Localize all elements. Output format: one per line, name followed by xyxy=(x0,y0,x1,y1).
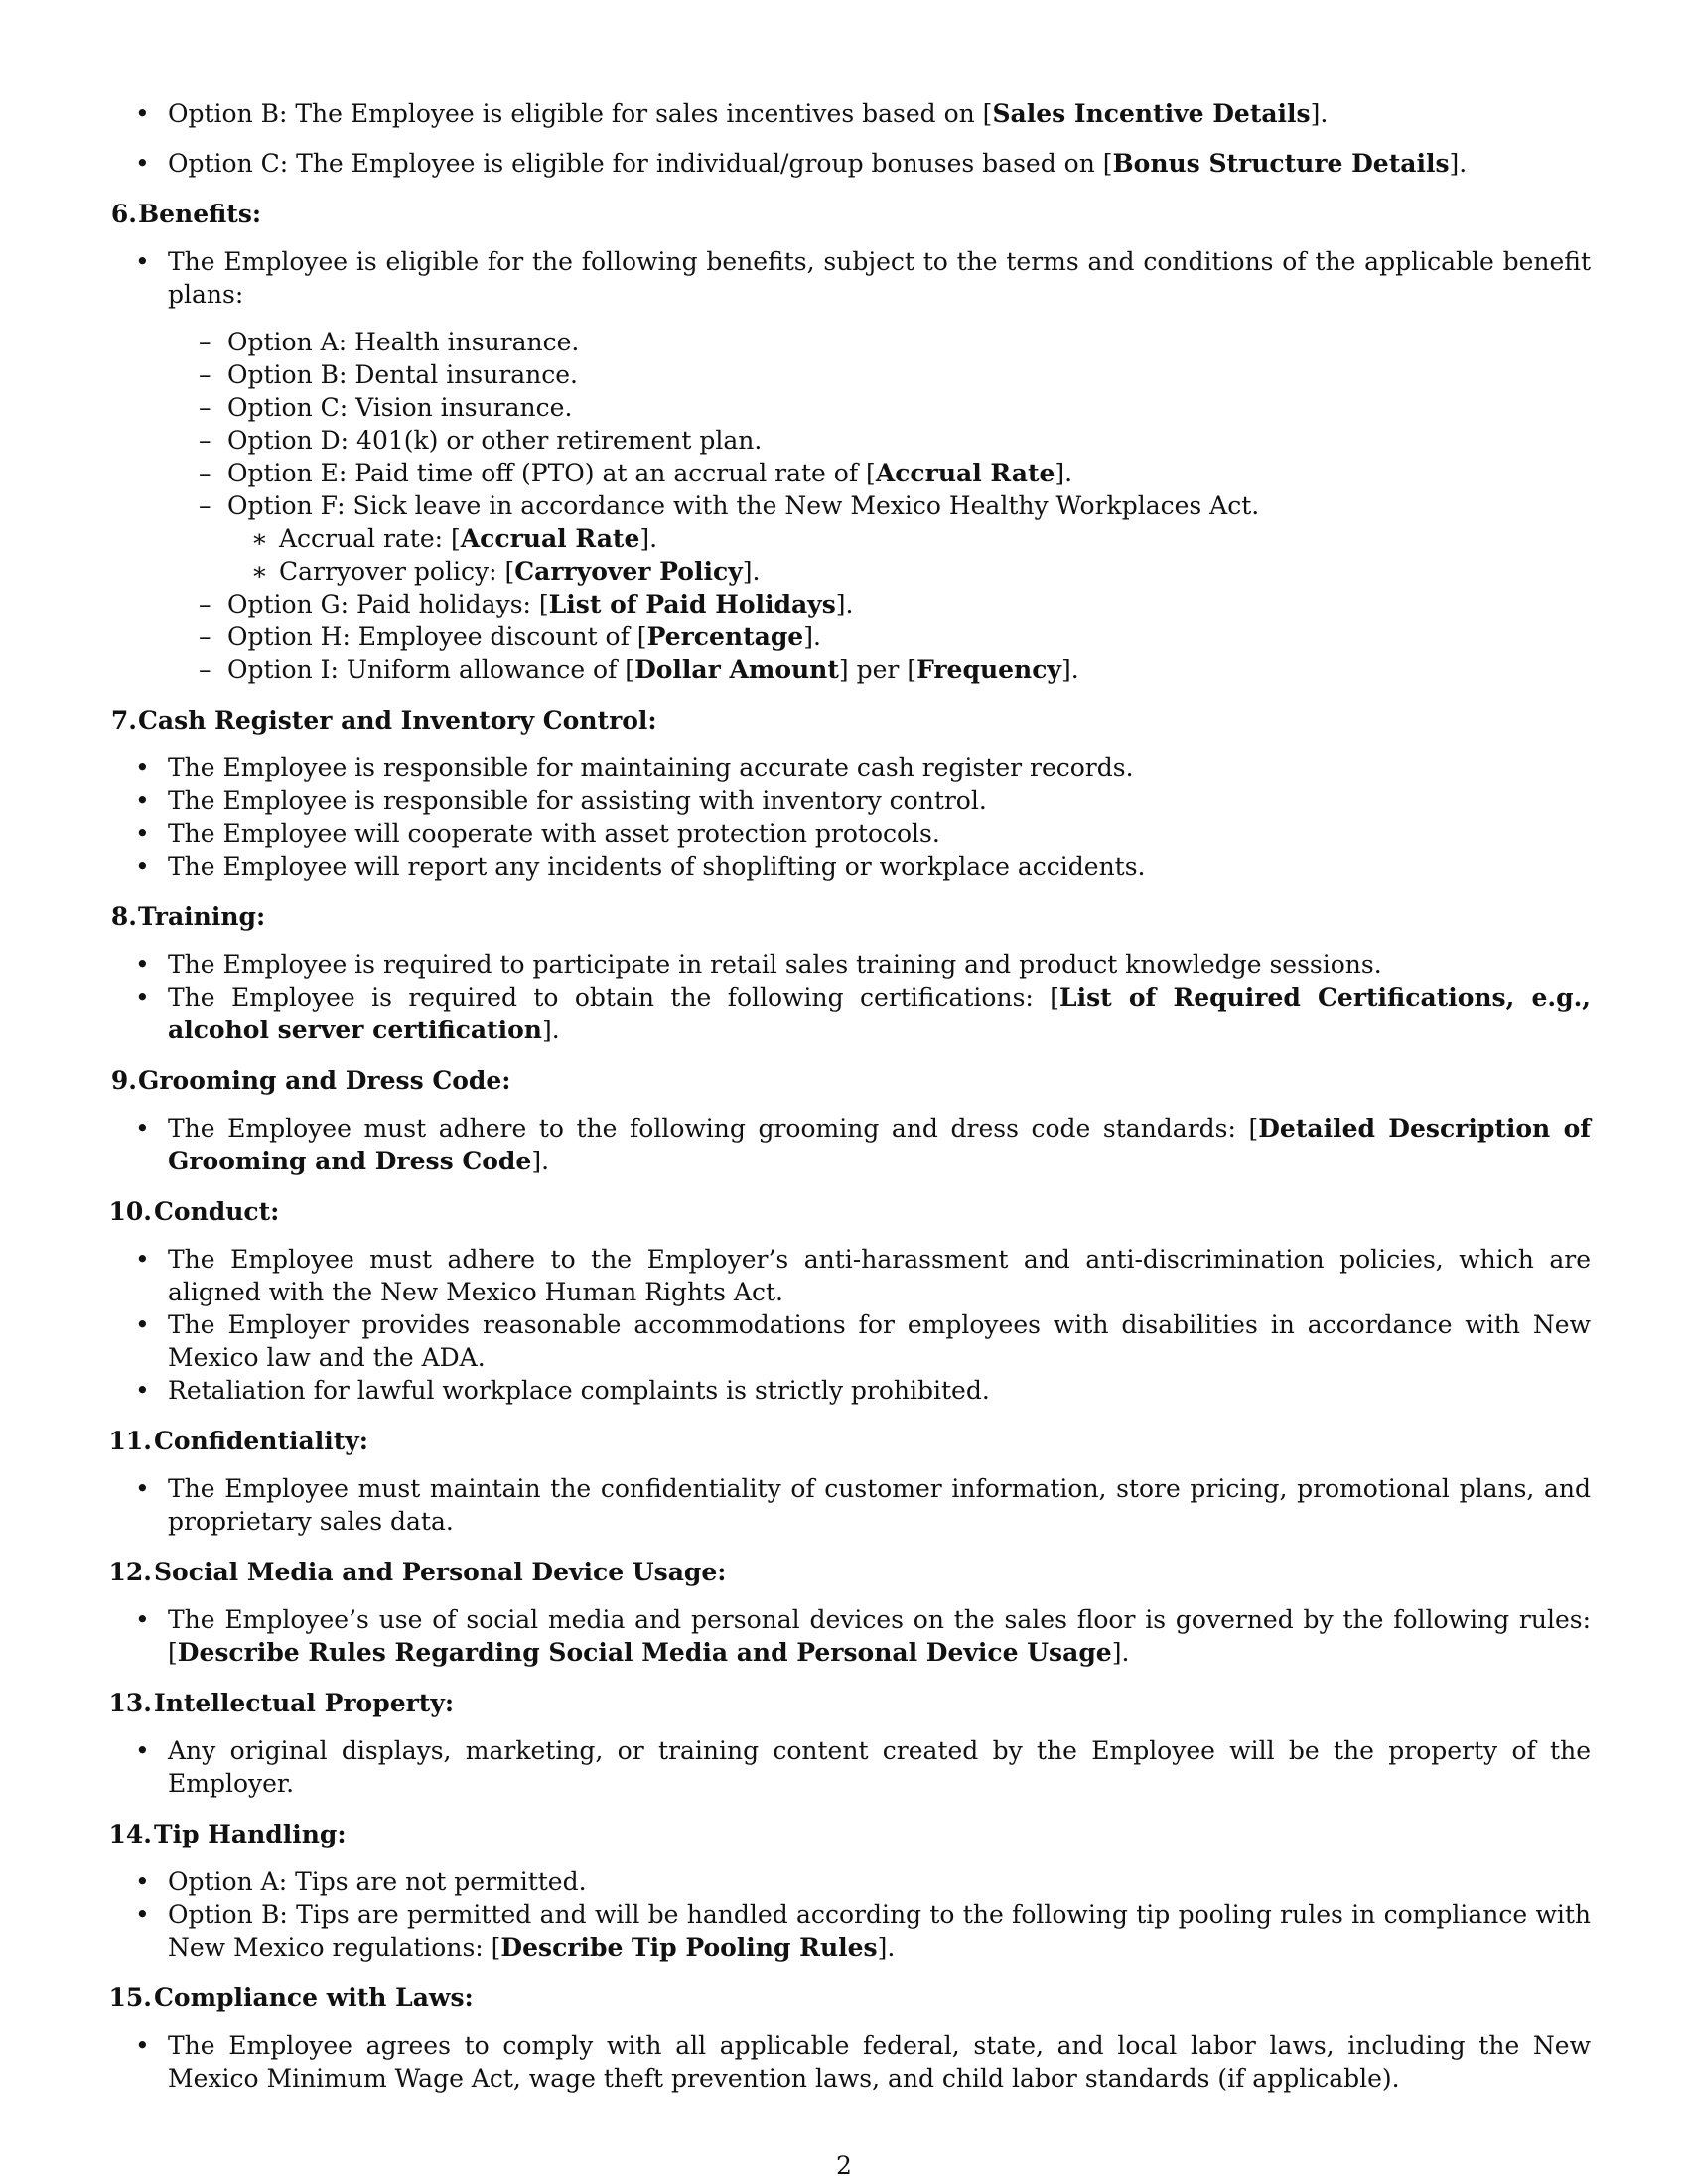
document-body xyxy=(97,97,1591,2095)
sick-leave-carryover-policy: ∗ Carryover policy: [Carryover Policy]. xyxy=(97,555,1591,588)
social-media-item: • The Employee’s use of social media and personal devices on the sales floor is governed by the following rules: [Describe Rules Regarding Social Media and Personal Device Usage]. xyxy=(97,1603,1591,1669)
training-item: • The Employee is required to participate in retail sales training and product knowledge sessions. xyxy=(97,948,1591,981)
conduct-item: • Retaliation for lawful workplace complaints is strictly prohibited. xyxy=(97,1374,1591,1407)
cash-register-item: • The Employee will report any incidents of shoplifting or workplace accidents. xyxy=(97,850,1591,883)
section-14-heading: 14. Tip Handling: xyxy=(108,1820,347,1848)
section-11-heading: 11. Confidentiality: xyxy=(108,1427,369,1455)
benefit-option-c: – Option C: Vision insurance. xyxy=(97,391,1591,424)
section-15-heading: 15. Compliance with Laws: xyxy=(108,1983,474,2012)
dress-code-item: • The Employee must adhere to the following grooming and dress code standards: [Detailed Description of Grooming and Dress Code]. xyxy=(97,1112,1591,1177)
training-certifications: • The Employee is required to obtain the following certifications: [List of Required Certifications, e.g., alcohol server certification]. xyxy=(97,981,1591,1046)
cash-register-item: • The Employee is responsible for maintaining accurate cash register records. xyxy=(97,751,1591,784)
benefit-option-e: – Option E: Paid time off (PTO) at an accrual rate of [Accrual Rate]. xyxy=(97,457,1591,489)
benefit-option-h: – Option H: Employee discount of [Percentage]. xyxy=(97,620,1591,653)
section-12-heading: 12. Social Media and Personal Device Usage: xyxy=(108,1558,727,1586)
page-number: 2 xyxy=(836,2151,852,2180)
confidentiality-item: • The Employee must maintain the confidentiality of customer information, store pricing, promotional plans, and proprietary sales data. xyxy=(97,1472,1591,1538)
incentive-option-b: • Option B: The Employee is eligible for sales incentives based on [Sales Incentive Details]. xyxy=(97,97,1591,130)
tip-option-a: • Option A: Tips are not permitted. xyxy=(97,1865,1591,1898)
cash-register-item: • The Employee is responsible for assisting with inventory control. xyxy=(97,784,1591,817)
benefits-options xyxy=(97,326,1591,686)
conduct-item: • The Employer provides reasonable accommodations for employees with disabilities in accordance with New Mexico law and the ADA. xyxy=(97,1308,1591,1374)
intellectual-property-item: • Any original displays, marketing, or training content created by the Employee will be the property of the Employer. xyxy=(97,1734,1591,1800)
benefit-option-a: – Option A: Health insurance. xyxy=(97,326,1591,358)
section-8-heading: 8. Training: xyxy=(110,902,266,931)
section-13-heading: 13. Intellectual Property: xyxy=(108,1689,455,1717)
benefit-option-i: – Option I: Uniform allowance of [Dollar Amount] per [Frequency]. xyxy=(97,653,1591,686)
benefit-option-d: – Option D: 401(k) or other retirement plan. xyxy=(97,424,1591,457)
section-9-heading: 9. Grooming and Dress Code: xyxy=(110,1066,511,1095)
benefit-option-g: – Option G: Paid holidays: [List of Paid Holidays]. xyxy=(97,588,1591,620)
benefit-option-b: – Option B: Dental insurance. xyxy=(97,358,1591,391)
section-6-heading: 6. Benefits: xyxy=(110,200,262,228)
tip-option-b: • Option B: Tips are permitted and will be handled according to the following tip pooling rules in compliance with New Mexico regulations: [Describe Tip Pooling Rules]. xyxy=(97,1898,1591,1964)
benefit-option-f: – Option F: Sick leave in accordance with the New Mexico Healthy Workplaces Act. xyxy=(97,489,1591,522)
section-10-heading: 10. Conduct: xyxy=(108,1197,280,1226)
conduct-item: • The Employee must adhere to the Employer’s anti-harassment and anti-discrimination policies, which are aligned with the New Mexico Human Rights Act. xyxy=(97,1243,1591,1308)
sick-leave-accrual-rate: ∗ Accrual rate: [Accrual Rate]. xyxy=(97,522,1591,555)
section-7-heading: 7. Cash Register and Inventory Control: xyxy=(110,706,657,735)
incentive-option-c: • Option C: The Employee is eligible for individual/group bonuses based on [Bonus Structure Details]. xyxy=(97,147,1591,180)
cash-register-item: • The Employee will cooperate with asset protection protocols. xyxy=(97,817,1591,850)
compliance-item: • The Employee agrees to comply with all applicable federal, state, and local labor laws, including the New Mexico Minimum Wage Act, wage theft prevention laws, and child labor standards (if applicable). xyxy=(97,2029,1591,2095)
benefits-intro: • The Employee is eligible for the following benefits, subject to the terms and conditions of the applicable benefit plans: xyxy=(97,245,1591,311)
